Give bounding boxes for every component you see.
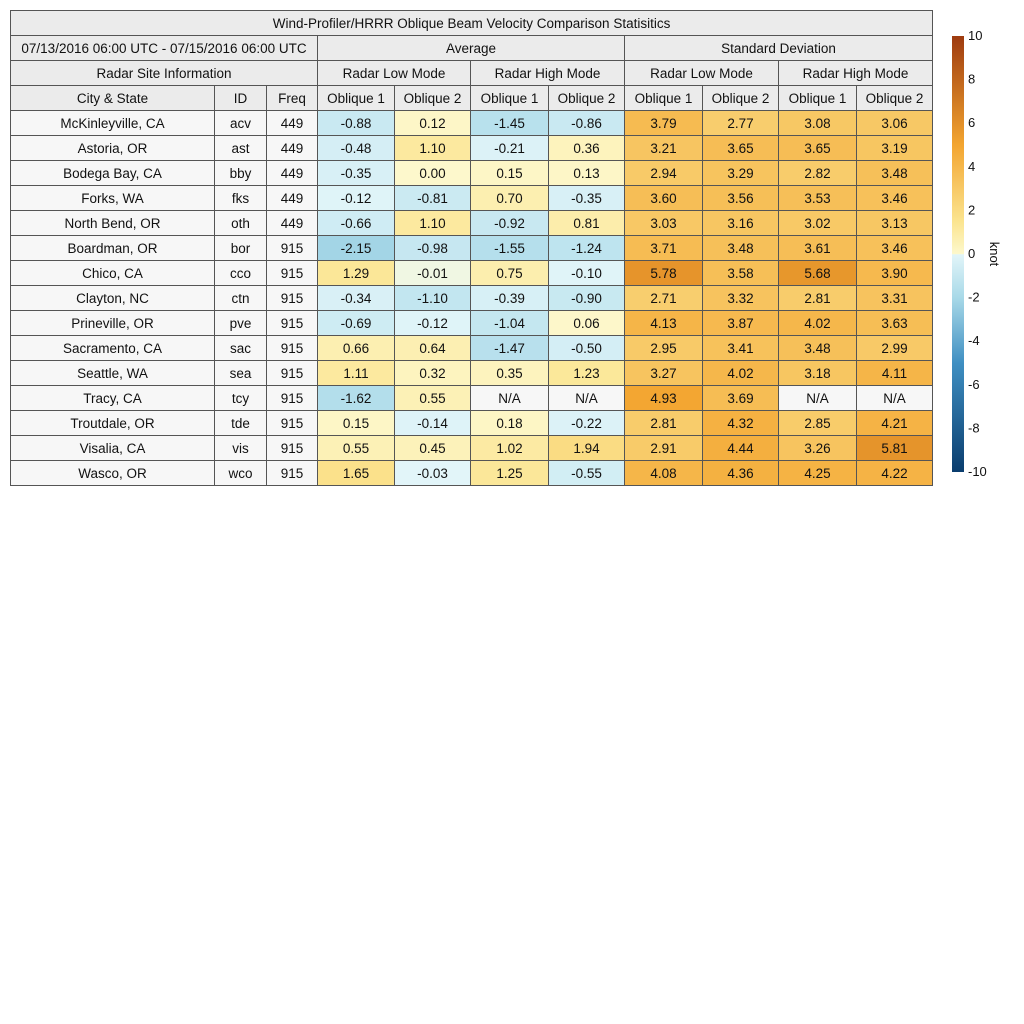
value-cell: 5.78 <box>625 261 703 286</box>
value-cell: -0.34 <box>318 286 395 311</box>
site-freq: 915 <box>267 236 318 261</box>
value-cell: 3.26 <box>779 436 857 461</box>
value-cell: -0.14 <box>395 411 471 436</box>
title-row <box>11 11 933 36</box>
colorbar-tick-label: -4 <box>968 333 980 349</box>
colorbar-tick-label: -2 <box>968 289 980 305</box>
column-header: Oblique 1 <box>779 86 857 111</box>
value-cell: 0.12 <box>395 111 471 136</box>
column-header: City & State <box>11 86 215 111</box>
value-cell: 0.15 <box>318 411 395 436</box>
mode-header: Radar Low Mode <box>318 61 471 86</box>
site-freq: 449 <box>267 186 318 211</box>
value-cell: 4.13 <box>625 311 703 336</box>
value-cell: 3.18 <box>779 361 857 386</box>
value-cell: 3.48 <box>779 336 857 361</box>
value-cell: -0.50 <box>549 336 625 361</box>
value-cell: 2.94 <box>625 161 703 186</box>
site-id: sac <box>215 336 267 361</box>
value-cell: 3.06 <box>857 111 933 136</box>
value-cell: 1.10 <box>395 211 471 236</box>
value-cell: 4.93 <box>625 386 703 411</box>
site-id: cco <box>215 261 267 286</box>
value-cell: 4.08 <box>625 461 703 486</box>
value-cell: 4.22 <box>857 461 933 486</box>
site-city: Seattle, WA <box>11 361 215 386</box>
value-cell: 2.82 <box>779 161 857 186</box>
colorbar-tick-label: -6 <box>968 376 980 392</box>
table-row <box>11 136 933 161</box>
value-cell: 2.71 <box>625 286 703 311</box>
value-cell: -0.01 <box>395 261 471 286</box>
value-cell: -1.24 <box>549 236 625 261</box>
value-cell: 4.11 <box>857 361 933 386</box>
value-cell: N/A <box>857 386 933 411</box>
value-cell: 3.71 <box>625 236 703 261</box>
site-id: oth <box>215 211 267 236</box>
site-city: Clayton, NC <box>11 286 215 311</box>
column-header: Oblique 2 <box>395 86 471 111</box>
value-cell: 3.02 <box>779 211 857 236</box>
value-cell: 3.60 <box>625 186 703 211</box>
site-id: fks <box>215 186 267 211</box>
table-row <box>11 361 933 386</box>
table-row <box>11 411 933 436</box>
value-cell: 3.31 <box>857 286 933 311</box>
colorbar-unit-label: knot <box>987 241 1002 267</box>
value-cell: 3.46 <box>857 236 933 261</box>
value-cell: 0.75 <box>471 261 549 286</box>
table-row <box>11 111 933 136</box>
value-cell: 3.03 <box>625 211 703 236</box>
value-cell: 3.19 <box>857 136 933 161</box>
value-cell: 3.69 <box>703 386 779 411</box>
value-cell: -0.35 <box>549 186 625 211</box>
site-freq: 915 <box>267 461 318 486</box>
site-city: Wasco, OR <box>11 461 215 486</box>
site-freq: 915 <box>267 311 318 336</box>
table-row <box>11 286 933 311</box>
value-cell: -0.21 <box>471 136 549 161</box>
value-cell: -0.69 <box>318 311 395 336</box>
value-cell: -1.04 <box>471 311 549 336</box>
site-freq: 449 <box>267 211 318 236</box>
colorbar-tick-label: -10 <box>968 464 987 479</box>
std-header: Standard Deviation <box>625 36 933 61</box>
value-cell: -1.10 <box>395 286 471 311</box>
value-cell: 0.18 <box>471 411 549 436</box>
value-cell: 0.70 <box>471 186 549 211</box>
table-row <box>11 186 933 211</box>
value-cell: 3.56 <box>703 186 779 211</box>
mode-header: Radar High Mode <box>471 61 625 86</box>
colorbar-tick-label: 8 <box>968 71 976 87</box>
value-cell: 3.27 <box>625 361 703 386</box>
table-row <box>11 261 933 286</box>
value-cell: -0.03 <box>395 461 471 486</box>
value-cell: 2.91 <box>625 436 703 461</box>
colorbar-tick-label: 4 <box>968 158 976 174</box>
column-header: Oblique 1 <box>471 86 549 111</box>
table-row <box>11 436 933 461</box>
value-cell: -0.48 <box>318 136 395 161</box>
value-cell: 0.35 <box>471 361 549 386</box>
site-city: Troutdale, OR <box>11 411 215 436</box>
value-cell: -0.66 <box>318 211 395 236</box>
value-cell: 0.66 <box>318 336 395 361</box>
site-city: Astoria, OR <box>11 136 215 161</box>
value-cell: 1.29 <box>318 261 395 286</box>
colorbar-tick-label: 10 <box>968 28 983 43</box>
site-freq: 915 <box>267 411 318 436</box>
column-header: Freq <box>267 86 318 111</box>
value-cell: N/A <box>779 386 857 411</box>
value-cell: 3.41 <box>703 336 779 361</box>
period-label: 07/13/2016 06:00 UTC - 07/15/2016 06:00 UTC <box>11 36 318 61</box>
value-cell: -0.22 <box>549 411 625 436</box>
value-cell: 2.99 <box>857 336 933 361</box>
value-cell: -2.15 <box>318 236 395 261</box>
value-cell: -0.86 <box>549 111 625 136</box>
value-cell: 3.87 <box>703 311 779 336</box>
site-info-header: Radar Site Information <box>11 61 318 86</box>
site-id: acv <box>215 111 267 136</box>
value-cell: 1.25 <box>471 461 549 486</box>
mode-header: Radar High Mode <box>779 61 933 86</box>
site-id: vis <box>215 436 267 461</box>
site-id: bby <box>215 161 267 186</box>
value-cell: 3.90 <box>857 261 933 286</box>
site-city: Prineville, OR <box>11 311 215 336</box>
value-cell: 3.29 <box>703 161 779 186</box>
colorbar-tick-label: -8 <box>968 420 980 436</box>
site-freq: 449 <box>267 161 318 186</box>
value-cell: 3.48 <box>703 236 779 261</box>
column-header: Oblique 1 <box>318 86 395 111</box>
mode-header-row <box>11 61 933 86</box>
value-cell: 3.63 <box>857 311 933 336</box>
site-id: sea <box>215 361 267 386</box>
value-cell: 0.55 <box>318 436 395 461</box>
value-cell: 1.94 <box>549 436 625 461</box>
value-cell: 0.55 <box>395 386 471 411</box>
value-cell: 3.65 <box>703 136 779 161</box>
value-cell: -0.90 <box>549 286 625 311</box>
value-cell: 0.81 <box>549 211 625 236</box>
table-title: Wind-Profiler/HRRR Oblique Beam Velocity Comparison Statisitics <box>11 11 933 36</box>
column-header-row <box>11 86 933 111</box>
table-row <box>11 386 933 411</box>
colorbar-tick-label: 2 <box>968 202 976 218</box>
value-cell: -0.39 <box>471 286 549 311</box>
site-freq: 915 <box>267 361 318 386</box>
value-cell: 1.10 <box>395 136 471 161</box>
mode-header: Radar Low Mode <box>625 61 779 86</box>
table-row <box>11 336 933 361</box>
value-cell: 4.44 <box>703 436 779 461</box>
value-cell: N/A <box>549 386 625 411</box>
site-freq: 915 <box>267 386 318 411</box>
value-cell: 1.65 <box>318 461 395 486</box>
value-cell: -0.92 <box>471 211 549 236</box>
value-cell: -0.10 <box>549 261 625 286</box>
value-cell: 0.00 <box>395 161 471 186</box>
colorbar-gradient <box>952 36 964 472</box>
value-cell: 2.81 <box>779 286 857 311</box>
value-cell: -1.55 <box>471 236 549 261</box>
colorbar <box>946 26 1016 486</box>
site-freq: 915 <box>267 286 318 311</box>
table-row <box>11 311 933 336</box>
value-cell: -0.55 <box>549 461 625 486</box>
value-cell: 0.32 <box>395 361 471 386</box>
site-city: Visalia, CA <box>11 436 215 461</box>
value-cell: -1.45 <box>471 111 549 136</box>
site-id: wco <box>215 461 267 486</box>
site-city: Sacramento, CA <box>11 336 215 361</box>
value-cell: 0.13 <box>549 161 625 186</box>
site-city: McKinleyville, CA <box>11 111 215 136</box>
table-row <box>11 161 933 186</box>
site-freq: 449 <box>267 136 318 161</box>
site-freq: 915 <box>267 261 318 286</box>
value-cell: -0.88 <box>318 111 395 136</box>
site-city: Forks, WA <box>11 186 215 211</box>
value-cell: 1.23 <box>549 361 625 386</box>
value-cell: 3.46 <box>857 186 933 211</box>
site-id: tcy <box>215 386 267 411</box>
table-row <box>11 236 933 261</box>
value-cell: 4.02 <box>779 311 857 336</box>
value-cell: -1.62 <box>318 386 395 411</box>
value-cell: 2.77 <box>703 111 779 136</box>
site-city: North Bend, OR <box>11 211 215 236</box>
value-cell: 3.32 <box>703 286 779 311</box>
value-cell: 1.11 <box>318 361 395 386</box>
site-id: pve <box>215 311 267 336</box>
value-cell: 3.65 <box>779 136 857 161</box>
group-header-row <box>11 36 933 61</box>
colorbar-tick-label: 6 <box>968 115 976 131</box>
value-cell: 2.95 <box>625 336 703 361</box>
value-cell: 3.58 <box>703 261 779 286</box>
value-cell: -0.12 <box>395 311 471 336</box>
colorbar-svg <box>946 26 1016 486</box>
site-id: tde <box>215 411 267 436</box>
value-cell: 3.16 <box>703 211 779 236</box>
site-id: ctn <box>215 286 267 311</box>
value-cell: 4.36 <box>703 461 779 486</box>
site-id: ast <box>215 136 267 161</box>
stats-table-container <box>10 10 933 486</box>
site-city: Boardman, OR <box>11 236 215 261</box>
column-header: Oblique 2 <box>549 86 625 111</box>
value-cell: 3.53 <box>779 186 857 211</box>
value-cell: -0.81 <box>395 186 471 211</box>
average-header: Average <box>318 36 625 61</box>
table-row <box>11 461 933 486</box>
value-cell: 3.79 <box>625 111 703 136</box>
value-cell: 0.64 <box>395 336 471 361</box>
value-cell: 4.25 <box>779 461 857 486</box>
value-cell: -0.12 <box>318 186 395 211</box>
stats-table <box>10 10 933 486</box>
value-cell: 3.48 <box>857 161 933 186</box>
site-city: Bodega Bay, CA <box>11 161 215 186</box>
table-row <box>11 211 933 236</box>
site-city: Chico, CA <box>11 261 215 286</box>
column-header: Oblique 2 <box>857 86 933 111</box>
value-cell: 2.81 <box>625 411 703 436</box>
value-cell: 5.68 <box>779 261 857 286</box>
value-cell: N/A <box>471 386 549 411</box>
column-header: Oblique 2 <box>703 86 779 111</box>
value-cell: 3.13 <box>857 211 933 236</box>
value-cell: 4.02 <box>703 361 779 386</box>
value-cell: 4.21 <box>857 411 933 436</box>
site-id: bor <box>215 236 267 261</box>
value-cell: 2.85 <box>779 411 857 436</box>
colorbar-tick-label: 0 <box>968 246 976 261</box>
column-header: Oblique 1 <box>625 86 703 111</box>
column-header: ID <box>215 86 267 111</box>
site-freq: 915 <box>267 336 318 361</box>
value-cell: 3.61 <box>779 236 857 261</box>
value-cell: 0.15 <box>471 161 549 186</box>
value-cell: -1.47 <box>471 336 549 361</box>
value-cell: 0.06 <box>549 311 625 336</box>
value-cell: 5.81 <box>857 436 933 461</box>
site-freq: 449 <box>267 111 318 136</box>
site-freq: 915 <box>267 436 318 461</box>
site-city: Tracy, CA <box>11 386 215 411</box>
value-cell: 3.21 <box>625 136 703 161</box>
value-cell: 1.02 <box>471 436 549 461</box>
value-cell: 4.32 <box>703 411 779 436</box>
value-cell: 0.36 <box>549 136 625 161</box>
value-cell: 0.45 <box>395 436 471 461</box>
value-cell: 3.08 <box>779 111 857 136</box>
value-cell: -0.35 <box>318 161 395 186</box>
value-cell: -0.98 <box>395 236 471 261</box>
